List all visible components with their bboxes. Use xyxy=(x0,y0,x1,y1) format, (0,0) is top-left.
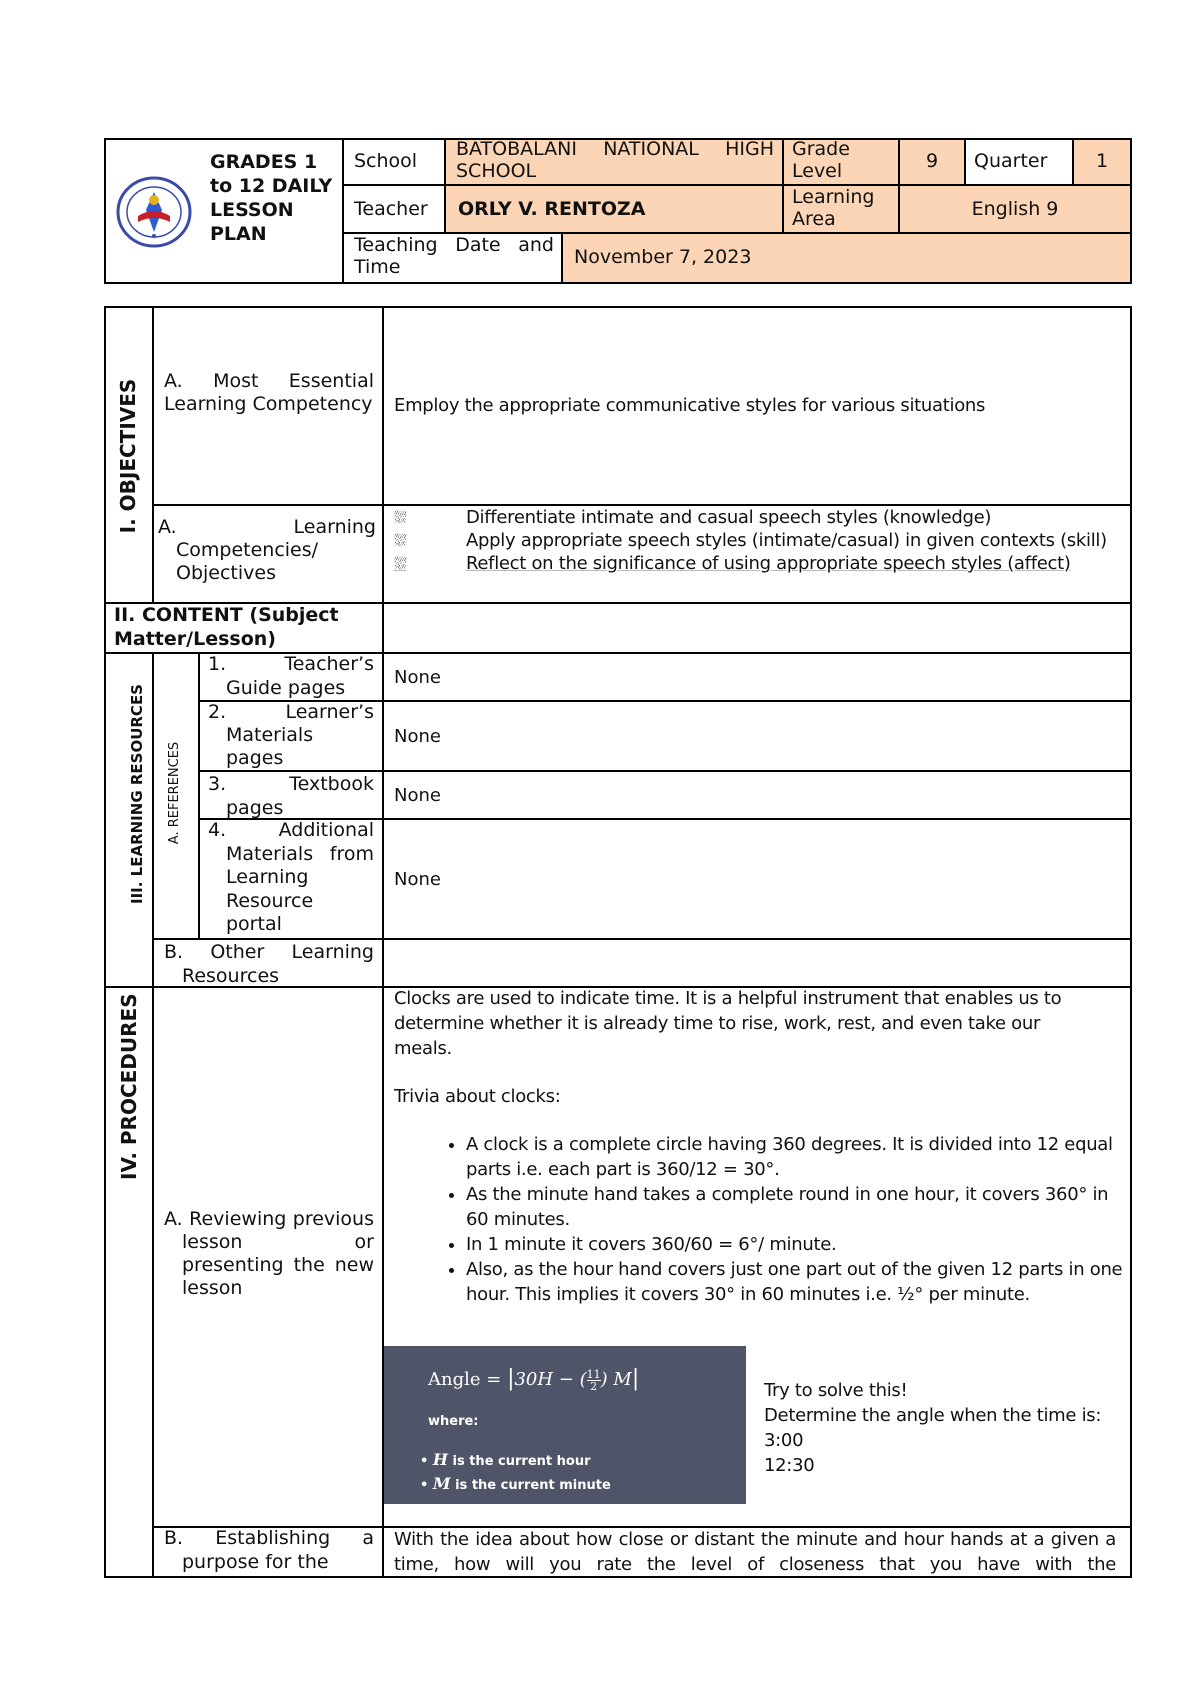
other-resources-label: B. Other Learning Resources xyxy=(164,941,374,987)
teacher-label: Teacher xyxy=(354,198,428,220)
teacher-value: ORLY V. RENTOZA xyxy=(458,198,646,220)
melc-value: Employ the appropriate communicative styles for various situations xyxy=(394,395,986,416)
objectives-section-title: I. OBJECTIVES xyxy=(116,378,140,534)
objective-item: ⛆ Apply appropriate speech styles (intimate/casual) in given contexts (skill) xyxy=(394,530,1107,551)
try-prompt: Determine the angle when the time is: xyxy=(764,1405,1102,1426)
trivia-item: • As the minute hand takes a complete round in one hour, it covers 360° in 60 minutes. xyxy=(466,1182,1126,1232)
ref-label-1: 1. Teacher’s Guide pages xyxy=(208,653,374,699)
header-title: GRADES 1 to 12 DAILY LESSON PLAN xyxy=(210,151,333,245)
procedure-b-label: B. Establishing a purpose for the xyxy=(164,1527,374,1573)
trivia-list xyxy=(394,1132,1126,1307)
melc-label: A. Most Essential Learning Competency xyxy=(164,370,374,415)
deped-seal-icon xyxy=(116,176,192,248)
ref-value-3: None xyxy=(394,785,441,806)
procedure-b-text: With the idea about how close or distant the minute and hour hands at a given a time, how will you rate the level of closeness that you have with the xyxy=(394,1529,1116,1575)
angle-formula-image xyxy=(384,1346,746,1504)
resources-section-title: III. LEARNING RESOURCES xyxy=(128,684,146,904)
quarter-value: 1 xyxy=(1095,150,1109,172)
school-label: School xyxy=(354,150,418,172)
ref-label-4: 4. Additional Materials from Learning Resource portal xyxy=(208,819,374,935)
procedure-a-label: A. Reviewing previous lesson or presenting the new lesson xyxy=(164,1208,374,1299)
bullet-icon: ⛆ xyxy=(394,531,407,550)
ref-label-3: 3. Textbook pages xyxy=(208,773,374,819)
grade-value: 9 xyxy=(925,150,939,172)
time-item: 12:30 xyxy=(764,1455,815,1476)
quarter-label: Quarter xyxy=(974,150,1048,172)
lc-label: A. Learning Competencies/ Objectives xyxy=(158,516,376,584)
procedures-section-title: IV. PROCEDURES xyxy=(117,993,141,1180)
date-label: Teaching Date and Time xyxy=(354,234,554,278)
ref-value-2: None xyxy=(394,726,441,747)
objective-item: ⛆ Differentiate intimate and casual speech styles (knowledge) xyxy=(394,507,992,528)
area-value: English 9 xyxy=(971,198,1059,220)
area-label: Learning Area xyxy=(792,186,875,230)
bullet-icon: ⛆ xyxy=(394,508,407,527)
trivia-item: • A clock is a complete circle having 360 degrees. It is divided into 12 equal parts i.e. each part is 360/12 = 30°. xyxy=(466,1132,1126,1182)
formula-where: where: xyxy=(428,1414,479,1429)
trivia-item: • In 1 minute it covers 360/60 = 6°/ minute. xyxy=(466,1232,1126,1257)
intro-text: Clocks are used to indicate time. It is a helpful instrument that enables us to determine whether it is already time to rise, work, rest, and even take our meals. xyxy=(394,988,1062,1059)
objectives-list xyxy=(394,506,1116,575)
try-title: Try to solve this! xyxy=(764,1380,908,1401)
ref-label-2: 2. Learner’s Materials pages xyxy=(208,701,374,769)
objective-item: ⛆ Reflect on the significance of using appropriate speech styles (affect) xyxy=(394,553,1071,574)
grade-label: Grade Level xyxy=(792,138,850,182)
bullet-icon: ⛆ xyxy=(394,554,407,573)
formula-equation: Angle = |30H − ( $\frac{11}{2}$ ) M| xyxy=(428,1366,640,1393)
procedure-a-content xyxy=(394,986,1123,1307)
content-label: II. CONTENT (Subject Matter/Lesson) xyxy=(114,604,339,650)
school-value: BATOBALANI NATIONAL HIGH SCHOOL xyxy=(456,138,774,182)
trivia-item: • Also, as the hour hand covers just one part out of the given 12 parts in one hour. This implies it covers 30° in 60 minutes i.e. ½° per minute. xyxy=(466,1257,1126,1307)
ref-value-1: None xyxy=(394,667,441,688)
ref-value-4: None xyxy=(394,869,441,890)
references-subtitle: A. REFERENCES xyxy=(167,741,182,845)
formula-def-h: • H is the current hour xyxy=(420,1450,591,1469)
formula-def-m: • M is the current minute xyxy=(420,1474,611,1493)
time-item: 3:00 xyxy=(764,1430,804,1451)
try-block xyxy=(764,1378,1124,1478)
date-value: November 7, 2023 xyxy=(574,246,752,268)
trivia-title: Trivia about clocks: xyxy=(394,1086,561,1107)
